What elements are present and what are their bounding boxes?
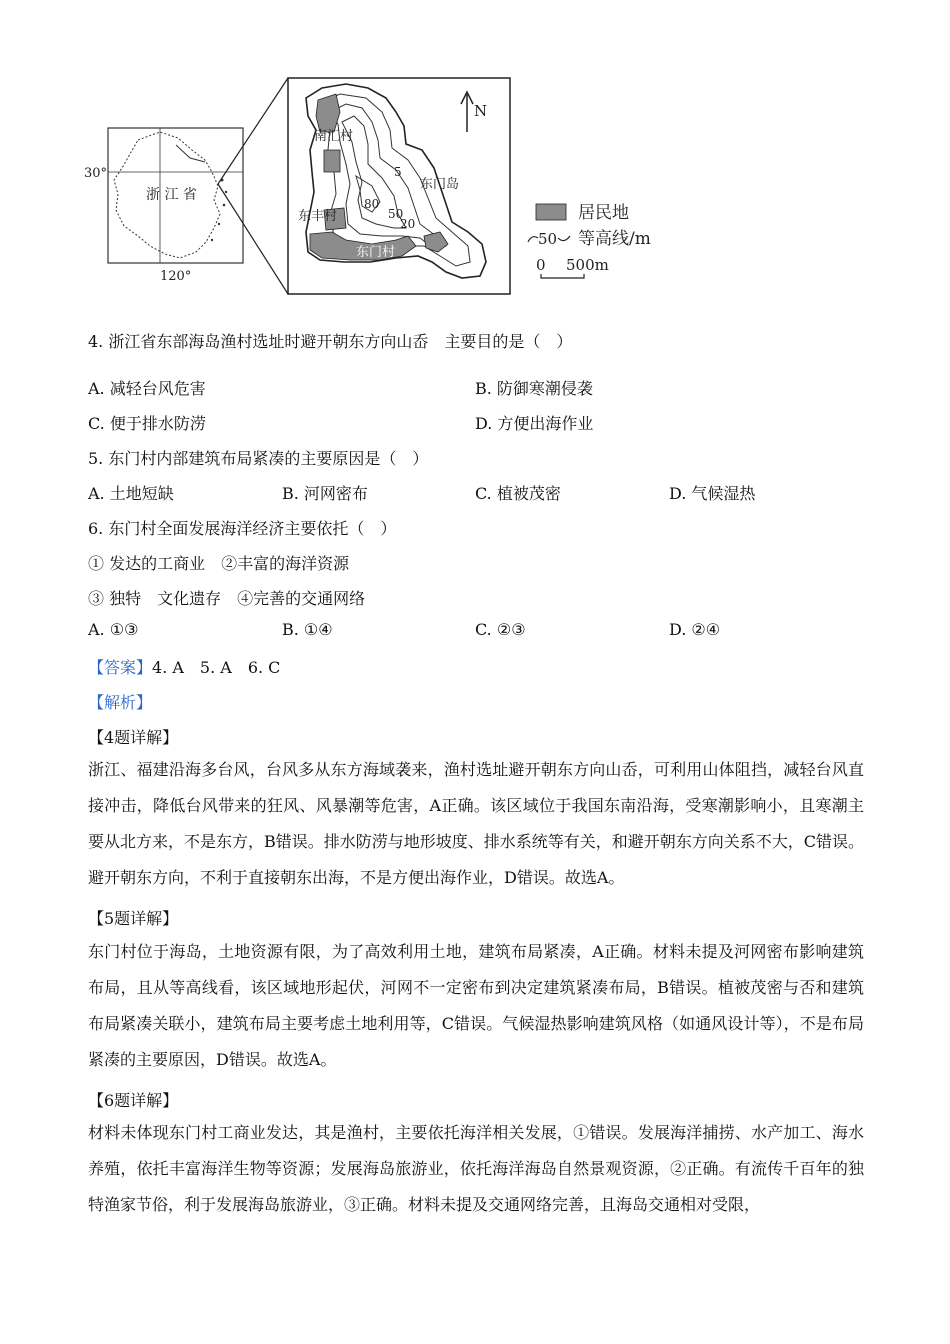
scale-500-label: 500m [566,256,609,274]
q6-option-d: D. ②④ [669,620,721,639]
contour-5-label: 5 [394,165,402,179]
zhejiang-locator-map [84,128,243,284]
detail-5-title: 【5题详解】 [88,909,179,928]
q5-option-c: C. 植被茂密 [475,484,561,503]
legend-settlement-label: 居民地 [578,203,629,223]
analysis-tag: 【解析】 [88,693,153,712]
settlement-dongfeng-1 [324,150,340,172]
detail-5-text: 东门村位于海岛，土地资源有限，为了高效利用土地，建筑布局紧凑，A正确。材料未提及河网密布影响建筑布局，且从等高线看，该区域地形起伏，河网不一定密布到决定建筑紧凑布局，B错误。植被茂密与否和建筑布局紧凑关联小，建筑布局主要考虑土地利用等，C错误。气候湿热影响建筑风格（如通风设计等），不是布局紧凑的主要原因，D错误。故选A。 [88,942,864,1069]
legend-contour-label: 等高线/m [578,229,651,249]
map-legend [528,203,651,278]
scale-zero-label: 0 [536,256,546,274]
scale-bar [541,274,584,278]
q4-option-b: B. 防御寒潮侵袭 [475,379,593,398]
detail-4-text: 浙江、福建沿海多台风，台风多从东方海域袭来，渔村选址避开朝东方向山岙，可利用山体阻挡，减轻台风直接冲击，降低台风带来的狂风、风暴潮等危害，A正确。该区域位于我国东南沿海，受寒潮影响小，且寒潮主要从北方来，不是东方，B错误。排水防涝与地形坡度、排水系统等有关，和避开朝东方向关系不大，C错误。避开朝东方向，不利于直接朝东出海，不是方便出海作业，D错误。故选A。 [88,760,865,887]
q6-option-c: C. ②③ [475,620,526,639]
legend-contour-symbol [528,237,538,242]
contour-80-label: 80 [364,197,380,211]
latitude-label: 30° [84,166,108,181]
question-5-stem: 5. 东门村内部建筑布局紧凑的主要原因是（ ） [88,449,429,468]
village-dongfeng-label: 东丰村 [298,209,338,224]
detail-6-title: 【6题详解】 [88,1091,179,1110]
contour-20-label: 20 [400,217,416,231]
detail-4-title: 【4题详解】 [88,728,179,747]
answer-line [88,655,280,678]
q6-option-b: B. ①④ [282,620,333,639]
village-dongmen-label: 东门村 [356,245,396,260]
north-label: N [474,102,488,120]
detail-6-text: 材料未体现东门村工商业发达，其是渔村，主要依托海洋相关发展，①错误。发展海洋捕捞、水产加工、海水养殖，依托丰富海洋生物等资源；发展海岛旅游业，依托海洋海岛自然景观资源，②正确。有流传千百年的独特渔家节俗，利于发展海岛旅游业，③正确。材料未提及交通网络完善，且海岛交通相对受限， [88,1123,864,1214]
legend-contour-value: 50 [538,230,558,248]
q5-option-a: A. 土地短缺 [88,484,174,503]
legend-settlement-swatch [536,204,566,220]
question-6-stem: 6. 东门村全面发展海洋经济主要依托（ ） [88,519,397,538]
dongmen-island-map [288,78,510,294]
contour-50-label: 50 [388,207,404,221]
island-label: 东门岛 [420,177,460,192]
answer-tag: 【答案】 [88,658,153,677]
q4-option-d: D. 方便出海作业 [475,414,594,433]
q6-statements-3-4: ③ 独特 文化遗存 ④完善的交通网络 [88,589,366,608]
answer-text: 4. A 5. A 6. C [152,658,281,677]
village-nanhui-label: 南汇村 [314,129,354,144]
q5-option-b: B. 河网密布 [282,484,368,503]
q4-option-a: A. 减轻台风危害 [88,379,206,398]
q6-statements-1-2: ① 发达的工商业 ②丰富的海洋资源 [88,554,350,573]
province-label: 浙 江 省 [146,187,197,203]
map-figure [0,0,950,300]
q4-option-c: C. 便于排水防涝 [88,414,206,433]
q5-option-d: D. 气候湿热 [669,484,756,503]
longitude-label: 120° [160,269,192,284]
q6-option-a: A. ①③ [88,620,139,639]
question-4-stem: 4. 浙江省东部海岛渔村选址时避开朝东方向山岙 主要目的是（ ） [88,332,573,351]
